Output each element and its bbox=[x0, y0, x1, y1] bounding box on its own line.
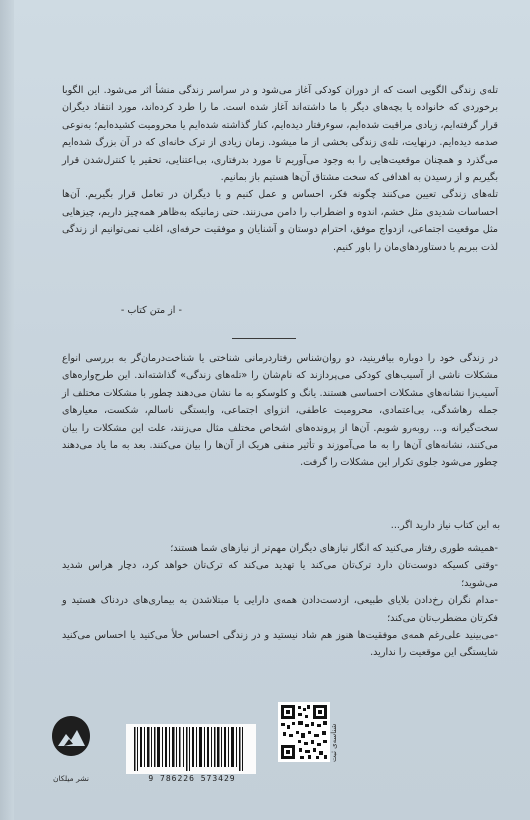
intro-paragraph-2: تله‌های زندگی تعیین می‌کنند چگونه فکر، احساس و عمل کنیم و با دیگران در تعامل قرار بگیریم. آن‌ها احساسات شدیدی مثل خشم، اندوه و اضطراب را دامن می‌زنند. حتی زمانیکه به‌ظاهر همه‌چیز داریم، چیزهایی مثل موقعیت اجتماعی، ازدواج موفق، احترام دوستان و آشنایان و موفقیت حرفه‌ای، اغلب نمی‌توانیم از زندگی لذت ببریم یا دستاوردهای‌مان را باور کنیم. bbox=[62, 189, 498, 253]
publisher-logo-icon bbox=[50, 714, 92, 776]
qr-caption: شناسه‌ی ثبت bbox=[330, 723, 338, 762]
need-bullet: -همیشه طوری رفتار می‌کنید که انگار نیازهای دیگران مهم‌تر از نیازهای شما هستند؛ bbox=[170, 543, 498, 554]
about-book bbox=[62, 350, 498, 472]
excerpt-source: - از متن کتاب - bbox=[120, 305, 182, 316]
intro-paragraph-1: تله‌ی زندگی الگویی است که از دوران کودکی آغاز می‌شود و در سراسر زندگی منشأ اثر می‌شود. این الگوبا برخوردی که خانواده یا بچه‌های دیگر با ما داشته‌اند آغاز شده است. ما را طرد کرده‌اند، مورد انتقاد دیگران قرار گرفته‌ایم، زیادی مراقبت شده‌ایم، سوءرفتار دیده‌ایم، کنار گذاشته شده‌ایم یا محرومیت کشیده‌ایم؛ به‌نوعی صدمه دیده‌ایم. درنهایت، تله‌ی زندگی بخشی از ما میشود. زمان زیادی از ترک خانه‌ای که در آن بزرگ شده‌ایم می‌گذرد و همچنان موقعیت‌هایی را به وجود می‌آوریم تا مورد بدرفتاری، بی‌اعتنایی، تحقیر یا کنترل‌شدن قرار بگیریم و از رسیدن به اهدافی که سخت مشتاق آن‌ها هستیم باز بمانیم. bbox=[62, 85, 498, 184]
qr-code bbox=[278, 702, 330, 762]
need-bullet: -وقتی کسیکه دوست‌تان دارد ترک‌تان می‌کند یا تهدید می‌کند که ترک‌تان خواهد کرد، دچار هراس شدید می‌شوید؛ bbox=[62, 560, 498, 589]
need-title: به این کتاب نیاز دارید اگر... bbox=[390, 520, 500, 531]
about-paragraph: در زندگی خود را دوباره بیافرینید، دو روان‌شناس رفتاردرمانی شناختی یا شناخت‌درمان‌گر به بررسی انواع مشکلات ناشی از آسیب‌های کودکی می‌پردازند که نام‌شان را «تله‌های زندگی» گذاشته‌اند. این طرح‌واره‌های آسیب‌زا نشانه‌های مشکلات احساسی هستند. یانگ و کلوسکو به ما نشان می‌دهند چطور با مشکلات مختلف از جمله رهاشدگی، بی‌اعتمادی، محرومیت عاطفی، انزوای اجتماعی، وابستگی ناسالم، شکست، معیارهای سخت‌گیرانه و... روبه‌رو شویم. آن‌ها از پرونده‌های اشخاص مختلف مثال می‌زنند، علت این مشکلات را بیان می‌کنند، نشانه‌های آن‌ها را به ما می‌آموزند و تأثیر منفی هریک از آن‌ها را بیان می‌کنند. بعد به ما یاد می‌دهند چطور می‌شود جلوی تکرار این مشکلات را گرفت. bbox=[62, 353, 498, 469]
intro-excerpt bbox=[62, 82, 498, 256]
section-divider bbox=[232, 338, 296, 339]
need-bullet-list bbox=[62, 540, 498, 662]
barcode bbox=[126, 724, 256, 774]
isbn-digits: 9 786226 573429 bbox=[148, 774, 236, 783]
need-bullet: -می‌بینید علی‌رغم همه‌ی موفقیت‌ها هنوز هم شاد نیستید و در زندگی احساس خلأ می‌کنید یا احساس می‌کنید شایستگی این موقعیت را ندارید. bbox=[62, 630, 498, 659]
publisher-name: نشر میلکان bbox=[53, 774, 89, 783]
spine-edge bbox=[0, 0, 14, 820]
need-bullet: -مدام نگران رخ‌دادن بلایای طبیعی، ازدست‌دادن همه‌ی دارایی یا مبتلاشدن به بیماری‌های دردناک هستید و فکرتان مضطرب‌تان می‌کند؛ bbox=[62, 595, 498, 624]
